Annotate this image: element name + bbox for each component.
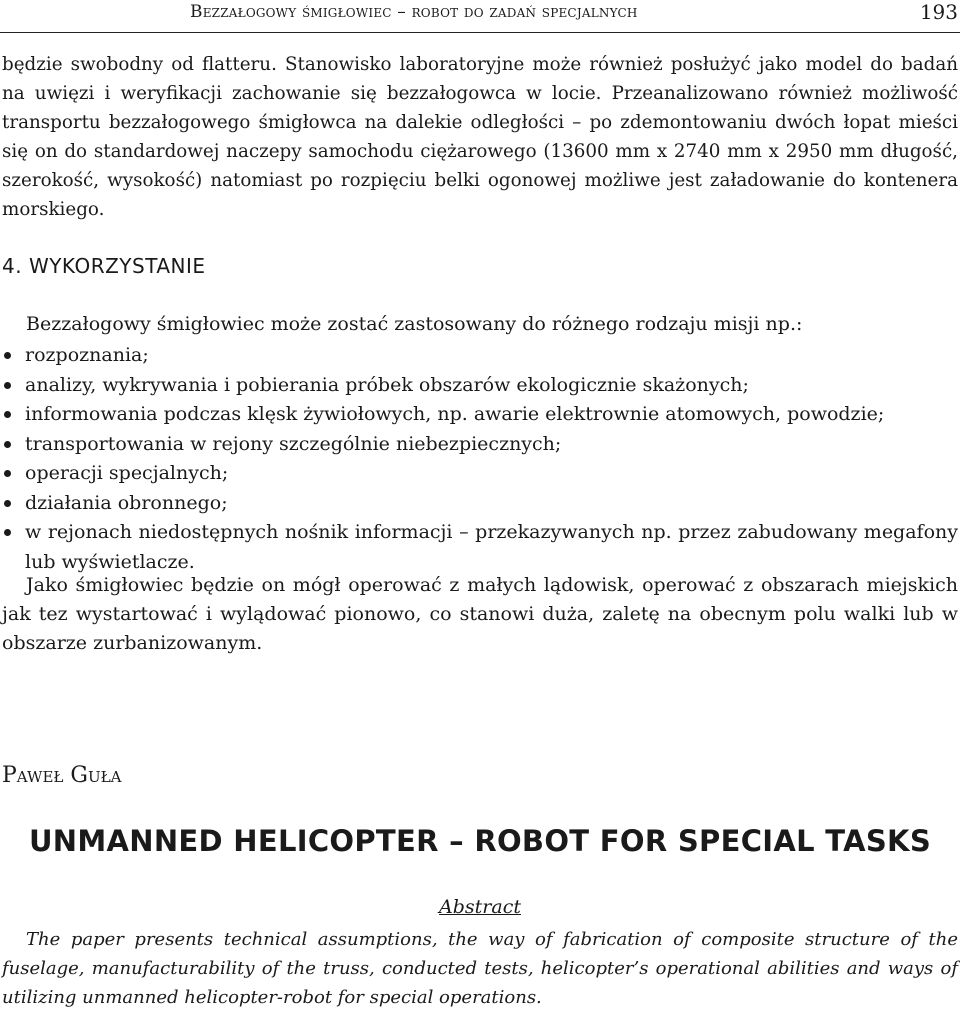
list-item-text: analizy, wykrywania i pobierania próbek obszarów ekologicznie skażonych; (25, 373, 749, 396)
abstract-text: The paper presents technical assumptions, the way of fabrication of composite structure of the fuselage, manufacturability of the truss, conducted tests, helicopter’s operational abilities and ways of utilizing unmanned helicopter-robot for special operations. (2, 929, 958, 1008)
list-item (0, 430, 958, 460)
bullet-icon (4, 529, 11, 536)
page-header (0, 0, 960, 33)
list-item (0, 489, 958, 519)
list-item (0, 518, 958, 577)
english-title: UNMANNED HELICOPTER – ROBOT FOR SPECIAL TASKS (28, 824, 932, 858)
section-heading: 4. WYKORZYSTANIE (2, 254, 206, 278)
bullet-icon (4, 382, 11, 389)
abstract-label: Abstract (439, 896, 521, 918)
bullet-icon (4, 441, 11, 448)
list-item-text: rozpoznania; (25, 344, 149, 366)
bullet-icon (4, 470, 11, 477)
list-intro: Bezzałogowy śmigłowiec może zostać zastosowany do różnego rodzaju misji np.: (26, 313, 803, 335)
list-item (0, 341, 958, 371)
list-item-text: informowania podczas klęsk żywiołowych, np. awarie elektrownie atomowych, powodzie; (25, 403, 885, 425)
bullet-icon (4, 500, 11, 507)
list-item (0, 371, 958, 401)
paragraph-transport: będzie swobodny od flatteru. Stanowisko laboratoryjne może również posłużyć jako model do badań na uwięzi i weryfikacji zachowanie się bezzałogowca w locie. Przeanalizowano również możliwość transportu bezzałogowego śmigłowca na dalekie odległości – po zdemontowaniu dwóch łopat mieści się on do standardowej naczepy samochodu ciężarowego (13600 mm x 2740 mm x 2950 mm długość, szerokość, wysokość) natomiast po rozpięciu belki ogonowej możliwe jest załadowanie do kontenera morskiego. (2, 54, 958, 220)
paragraph-urban-ops: Jako śmigłowiec będzie on mógł operować z małych lądowisk, operować z obszarach miejskich jak tez wystartować i wylądować pionowo, co stanowi duża, zaletę na obecnym polu walki lub w obszarze zurbanizowanym. (2, 574, 958, 654)
running-title: Bezzałogowy śmigłowiec – robot do zadań specjalnych (190, 2, 638, 22)
bullet-icon (4, 352, 11, 359)
list-item-text: w rejonach niedostępnych nośnik informacji – przekazywanych np. przez zabudowany megafony lub wyświetlacze. (25, 521, 958, 573)
list-item (0, 400, 958, 430)
list-item-text: działania obronnego; (25, 491, 228, 514)
list-item-text: transportowania w rejony szczególnie niebezpiecznych; (25, 432, 562, 455)
author-name: Paweł Guła (2, 763, 122, 788)
mission-list (0, 341, 958, 577)
page-number: 193 (919, 0, 958, 24)
list-item-text: operacji specjalnych; (25, 462, 229, 484)
bullet-icon (4, 411, 11, 418)
list-item (0, 459, 958, 489)
